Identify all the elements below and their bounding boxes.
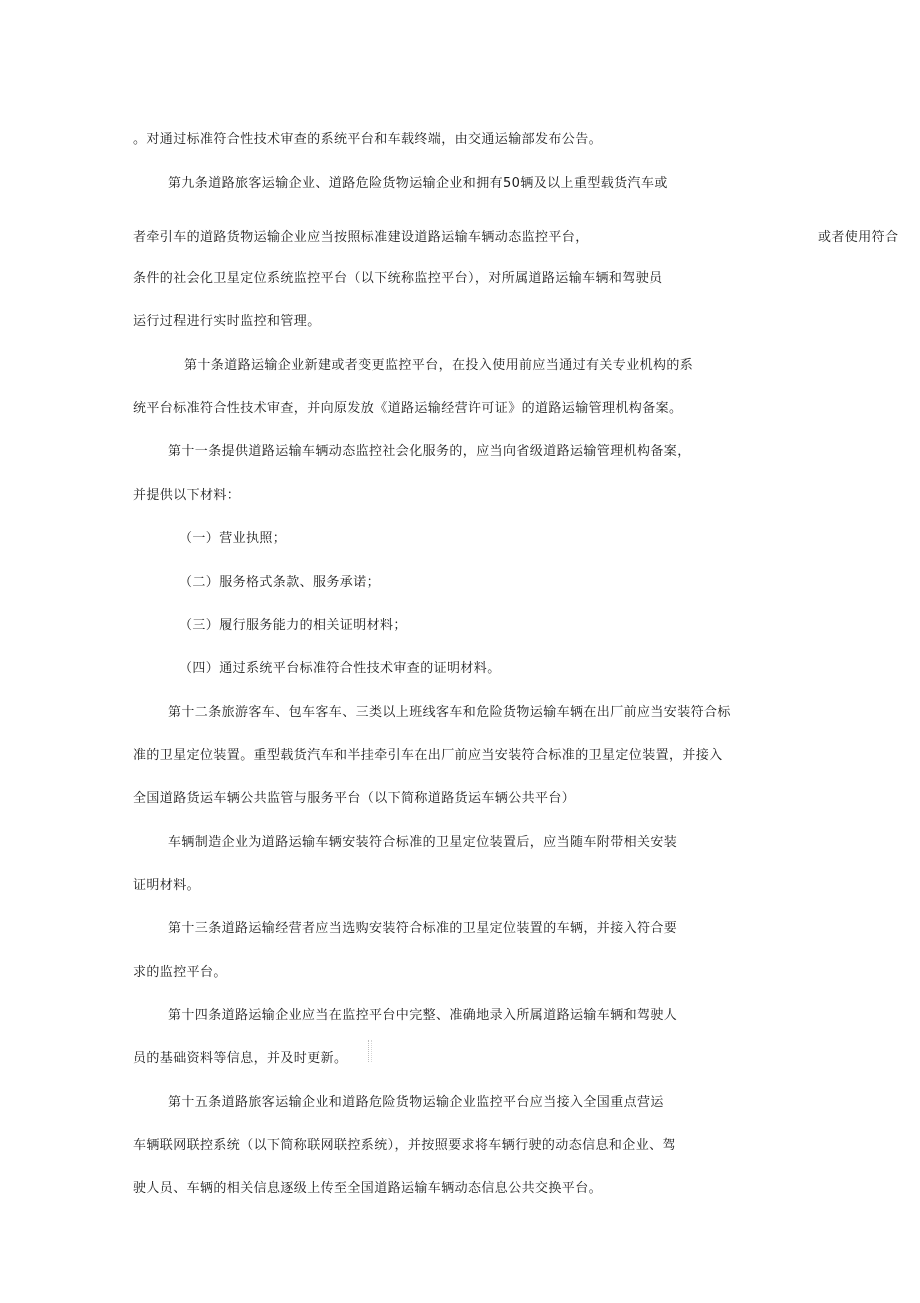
text-line: 。对通过标准符合性技术审查的系统平台和车载终端，由交通运输部发布公告。 [133, 132, 603, 147]
list-item-1: （一）营业执照； [179, 531, 287, 546]
scan-artifact-mark [368, 1040, 372, 1062]
paragraph-manufacturer-line-2: 证明材料。 [133, 878, 201, 893]
article-9-line-2: 者牵引车的道路货物运输企业应当按照标准建设道路运输车辆动态监控平台， [133, 230, 589, 245]
article-9-line-2-tail: 或者使用符合 [818, 230, 899, 245]
list-item-4: （四）通过系统平台标准符合性技术审查的证明材料。 [179, 661, 501, 676]
article-15-line-3: 驶人员、车辆的相关信息逐级上传至全国道路运输车辆动态信息公共交换平台。 [133, 1181, 603, 1196]
article-13-line-2: 求的监控平台。 [133, 965, 227, 980]
article-12-line-2: 准的卫星定位装置。重型载货汽车和半挂牵引车在出厂前应当安装符合标准的卫星定位装置，并接入 [133, 748, 723, 763]
article-15-line-2: 车辆联网联控系统（以下简称联网联控系统），并按照要求将车辆行驶的动态信息和企业、驾 [133, 1138, 676, 1153]
article-12-line-1: 第十二条旅游客车、包车客车、三类以上班线客车和危险货物运输车辆在出厂前应当安装符合标 [168, 705, 731, 720]
list-item-3: （三）履行服务能力的相关证明材料； [179, 618, 407, 633]
article-12-line-3: 全国道路货运车辆公共监管与服务平台（以下简称道路货运车辆公共平台） [133, 791, 576, 806]
article-10-line-2: 统平台标准符合性技术审查，并向原发放《道路运输经营许可证》的道路运输管理机构备案。 [133, 401, 683, 416]
article-14-line-2: 员的基础资料等信息，并及时更新。 [133, 1051, 348, 1066]
article-9-line-4: 运行过程进行实时监控和管理。 [133, 314, 321, 329]
article-15-line-1: 第十五条道路旅客运输企业和道路危险货物运输企业监控平台应当接入全国重点营运 [168, 1095, 664, 1110]
article-9-line-1: 第九条道路旅客运输企业、道路危险货物运输企业和拥有50辆及以上重型载货汽车或 [168, 176, 668, 191]
paragraph-manufacturer-line-1: 车辆制造企业为道路运输车辆安装符合标准的卫星定位装置后，应当随车附带相关安装 [168, 835, 678, 850]
article-11-line-1: 第十一条提供道路运输车辆动态监控社会化服务的，应当向省级道路运输管理机构备案， [168, 444, 691, 459]
article-10-line-1: 第十条道路运输企业新建或者变更监控平台，在投入使用前应当通过有关专业机构的系 [184, 358, 694, 373]
list-item-2: （二）服务格式条款、服务承诺； [179, 575, 381, 590]
article-13-line-1: 第十三条道路运输经营者应当选购安装符合标准的卫星定位装置的车辆，并接入符合要 [168, 921, 678, 936]
article-9-line-3: 条件的社会化卫星定位系统监控平台（以下统称监控平台），对所属道路运输车辆和驾驶员 [133, 271, 663, 286]
article-11-line-2: 并提供以下材料： [133, 488, 241, 503]
article-14-line-1: 第十四条道路运输企业应当在监控平台中完整、准确地录入所属道路运输车辆和驾驶人 [168, 1008, 678, 1023]
